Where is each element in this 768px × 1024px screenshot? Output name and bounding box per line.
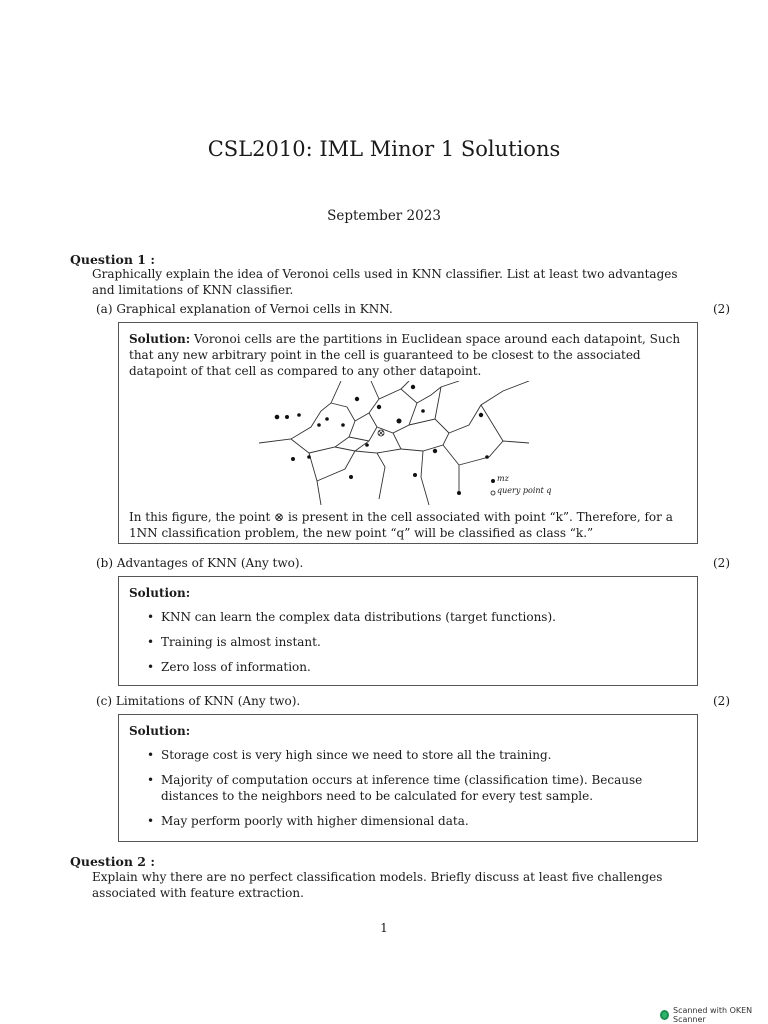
limitations-list [129,747,687,829]
voronoi-cell-edges [259,381,529,505]
list-item: • KNN can learn the complex data distributions (target functions). [147,609,687,625]
list-item: • Majority of computation occurs at inference time (classification time). Because distances to the neighbors need to be calculated for every test sample. [147,772,687,804]
advantages-list [129,609,687,675]
figure-explanation: In this figure, the point ⊗ is present in the cell associated with point “k”. Therefore, for a 1NN classification problem, the new point “q” will be classified as class “k.” [129,510,673,540]
part-b-label: (b) Advantages of KNN (Any two). [96,556,304,570]
part-a-label: (a) Graphical explanation of Vernoi cells in KNN. [96,302,393,316]
part-b-solution-box [118,576,698,686]
scanner-logo-icon [660,1010,669,1020]
question-2-label: Question 2 : [70,854,155,869]
legend-entry-mz: mz [497,474,509,483]
scanner-text: Scanned with OKEN Scanner [672,1006,753,1024]
part-a-solution-paragraph [129,331,687,379]
list-item: • Zero loss of information. [147,659,687,675]
figure-legend [497,473,551,497]
document-date: September 2023 [327,208,441,224]
list-item: • Storage cost is very high since we need to store all the training. [147,747,687,763]
list-item: • Training is almost instant. [147,634,687,650]
question-2-text: Explain why there are no perfect classification models. Briefly discuss at least five challenges associated with feature extraction. [92,870,663,900]
voronoi-datapoints [275,385,495,495]
question-1-label: Question 1 : [70,252,155,267]
part-c-label: (c) Limitations of KNN (Any two). [96,694,301,708]
voronoi-diagram [259,381,531,509]
question-1-text: Graphically explain the idea of Veronoi cells used in KNN classifier. List at least two advantages and limitations of KNN classifier. [92,267,678,297]
solution-label: Solution: [129,586,191,600]
part-b-marks: (2) [713,556,730,570]
solution-text: Voronoi cells are the partitions in Euclidean space around each datapoint, Such that any new arbitrary point in the cell is guaranteed to be closest to the associated datapoint of that cell as compared to any other datapoint. [129,332,681,378]
page-number: 1 [380,921,388,935]
solution-label: Solution: [129,332,191,346]
part-c-marks: (2) [713,694,730,708]
list-item: • May perform poorly with higher dimensional data. [147,813,687,829]
query-point-marker [378,430,495,495]
part-a-marks: (2) [713,302,730,316]
part-a-solution-box [118,322,698,544]
legend-entry-query-point: query point q [497,486,552,495]
solution-label: Solution: [129,724,191,738]
page-title: CSL2010: IML Minor 1 Solutions [207,137,561,161]
scanner-watermark [660,1006,768,1024]
part-c-solution-box [118,714,698,842]
